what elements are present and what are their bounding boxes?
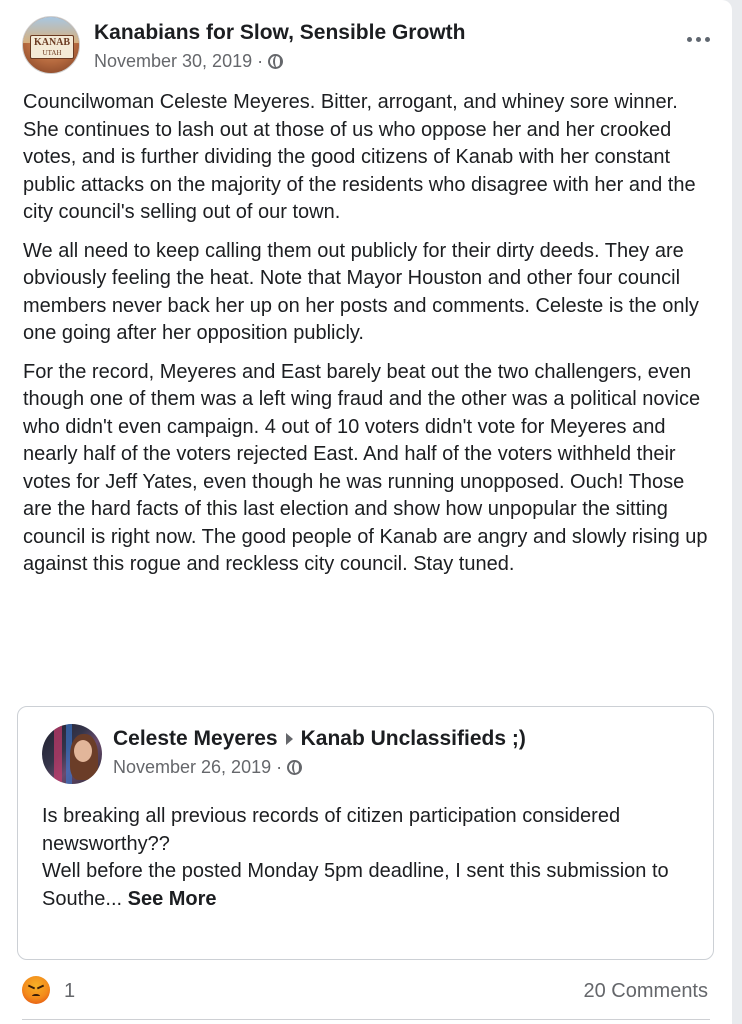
comments-count-link[interactable]: 20 Comments [583,980,708,1002]
triangle-right-icon [286,733,293,745]
shared-author-line [113,727,526,751]
dot [696,37,701,42]
mouth [32,994,40,998]
post-paragraph: For the record, Meyeres and East barely beat out the two challengers, even though one of them was a left wing fraud and the other was a political novice who didn't even campaign. 4 out of 10 voters didn't vote for Meyeres and nearly half of the voters rejected East. And half of the voters withheld their votes for Jeff Yates, even though he was running unopposed. Ouch! Those are the hard facts of this last election and show how unpopular the sitting council is right now. The good people of Kanab are angry and slowly rising up against this rogue and reckless city council. Stay tuned. [23,360,708,575]
brow [28,985,35,990]
post-paragraph: We all need to keep calling them out publicly for their dirty deeds. They are obviously feeling the heat. Note that Mayor Houston and other four council members never back her up on her posts and comments. Celeste is the only one going after her opposition publicly. [23,239,699,344]
more-options-icon[interactable] [684,32,712,46]
post-paragraph: Councilwoman Celeste Meyeres. Bitter, arrogant, and whiney sore winner. She continues to lash out at those of us who oppose her and her crooked votes, and is further dividing the good citizens of Kanab with her constant public attacks on the majority of the residents who disagree with her and the city council's selling out of our town. [23,91,696,223]
page-name-link[interactable]: Kanabians for Slow, Sensible Growth [94,21,466,44]
brow [37,985,44,990]
post-date[interactable]: November 30, 2019 [94,51,253,71]
shared-author-name[interactable]: Celeste Meyeres [113,727,278,750]
avatar-face [74,740,92,762]
shared-body [42,803,692,913]
meta-separator: · [276,757,283,777]
globe-icon [268,54,283,69]
post-body [23,89,713,590]
meta-separator: · [257,51,264,71]
shared-date[interactable]: November 26, 2019 [113,757,272,777]
avatar-sign-line1: KANAB [33,37,71,48]
shared-meta [113,757,302,778]
post-footer [22,972,710,1012]
shared-post[interactable] [17,706,714,960]
avatar-stripe [54,724,62,784]
post-meta [94,51,283,72]
shared-line: Well before the posted Monday 5pm deadline, I sent this submission to Southe... [42,860,669,910]
shared-author-avatar[interactable] [42,724,102,784]
dot [687,37,692,42]
globe-icon [287,760,302,775]
shared-group-name[interactable]: Kanab Unclassifieds ;) [300,727,526,750]
post-header [22,16,712,80]
angry-reaction-icon[interactable] [22,976,50,1004]
avatar-sign [30,35,74,59]
footer-divider [22,1019,710,1020]
avatar-sign-line2: UTAH [42,49,62,57]
dot [705,37,710,42]
shared-line-with-more [42,858,692,913]
shared-line: Is breaking all previous records of citizen participation considered newsworthy?? [42,805,621,855]
page-avatar[interactable] [22,16,80,74]
see-more-link[interactable]: See More [127,887,217,910]
reaction-count[interactable]: 1 [64,980,76,1002]
